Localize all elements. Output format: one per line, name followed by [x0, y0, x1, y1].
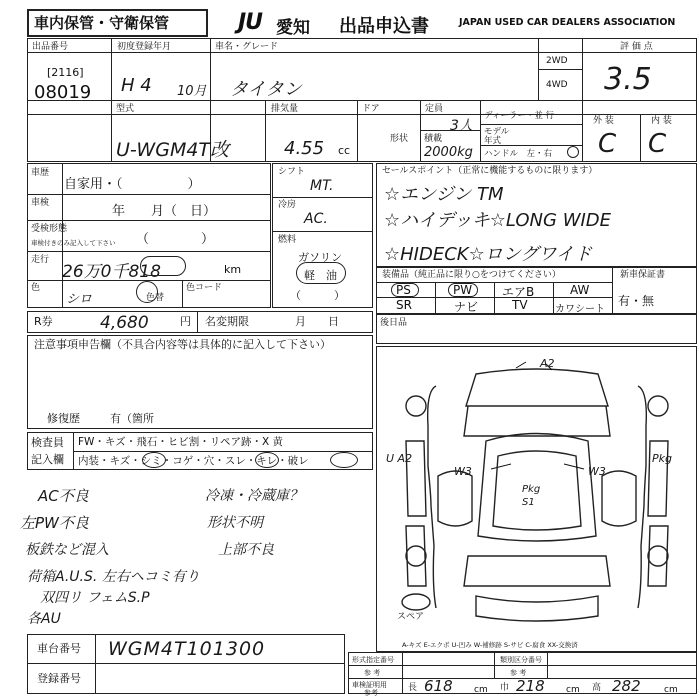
payload-label: 積載 — [424, 134, 443, 144]
syaken-label: 車歴 — [31, 168, 50, 178]
equip-sr: SR — [396, 298, 412, 312]
entry-label: 記入欄 — [31, 453, 64, 466]
dmg-top: A2 — [540, 357, 555, 370]
exterior-defects: FW・キズ・飛石・ヒビ割・リペア跡・X 黄 — [78, 436, 284, 448]
form-spec-label: 形式指定番号 — [352, 656, 394, 664]
equip-airbag: エアB — [502, 285, 535, 299]
sales-point-label: セールスポイント（正常に機能するものに限ります） — [382, 166, 598, 176]
equip-seat: カワシート — [555, 304, 605, 315]
equip-tv: TV — [512, 298, 528, 312]
lot-label: 出品番号 — [32, 42, 69, 52]
length-label: 長 — [408, 683, 418, 693]
fuel-value1: ガソリン — [298, 251, 342, 264]
interior-defects: 内装・キズ・シミ・コゲ・穴・スレ・キレ・破レ — [78, 455, 309, 467]
new-reg-label: 新車保証書 — [620, 270, 666, 280]
model-year-label: モデル 年式 — [484, 127, 510, 146]
width-value: 218 — [516, 677, 545, 695]
interior-value: C — [648, 129, 667, 159]
category-sub: 参 考 — [510, 669, 527, 677]
reg-year: H 4 — [121, 75, 152, 96]
handle-right-circle — [567, 146, 579, 158]
note-fridge: 冷凍・冷蔵庫？ — [205, 488, 303, 504]
model-value: U-WGM4T改 — [116, 139, 230, 161]
capacity-label: 定員 — [425, 104, 444, 114]
reg-no-label: 登録番号 — [37, 672, 81, 685]
color-value: シロ — [66, 292, 93, 307]
drive-4wd: 4WD — [546, 80, 568, 90]
note-double: 双四リ フェムS.P — [40, 590, 150, 606]
equip-ps-circle — [391, 283, 419, 297]
new-reg-value: 有・無 — [618, 294, 655, 308]
door-label: ドア — [362, 104, 380, 114]
notes-label: 注意事項申告欄（不具合内容等は具体的に記入して下さい） — [34, 338, 331, 351]
inspect-label: 車検 — [31, 198, 50, 208]
note-shape: 形状不明 — [207, 515, 263, 531]
dmg-center: Pkg S1 — [522, 484, 541, 508]
equip-ps: PS — [396, 283, 411, 297]
frame-label: 車台番号 — [37, 642, 81, 655]
score-value: 3.5 — [604, 62, 652, 97]
sales-line-1: ☆エンジン TM — [384, 184, 504, 205]
equip-aw: AW — [570, 283, 590, 297]
shift-label: シフト — [278, 167, 306, 177]
association-name: JAPAN USED CAR DEALERS ASSOCIATION — [459, 17, 676, 28]
length-unit: cm — [474, 685, 488, 695]
equip-pw-circle — [448, 283, 478, 297]
mileage-circle — [140, 256, 186, 276]
note-pw: 左PW不良 — [20, 514, 89, 532]
storage-badge-text: 車内保管・守衛保管 — [34, 14, 170, 32]
name-label: 車名・グレード — [215, 42, 279, 52]
uke-sub: 車検付きのみ記入して下さい — [31, 239, 116, 247]
dmg-right: Pkg — [652, 452, 672, 465]
handle-label: ハンドル 左・右 — [484, 149, 553, 159]
spare-label: スペア — [397, 612, 425, 622]
repair-label: 修復歴 — [47, 412, 80, 425]
disp-value: 4.55 — [284, 138, 325, 159]
later-block — [376, 314, 697, 344]
score-label: 評 価 点 — [620, 42, 653, 52]
color-change: 色替 — [146, 293, 165, 303]
dmg-w3-right: W3 — [588, 465, 606, 478]
uke-label: 受検形態 — [31, 224, 68, 234]
height-label: 高 — [592, 683, 602, 693]
cert-sub: 参考 — [364, 689, 378, 697]
logo-place: 愛知 — [276, 18, 310, 38]
inspect-value: 年 月（ 日） — [112, 204, 217, 219]
shape-label: 形状 — [390, 134, 409, 144]
drive-2wd: 2WD — [546, 56, 568, 66]
height-value: 282 — [612, 677, 641, 695]
lot-bracket: [2116] — [47, 66, 84, 79]
mileage-value: 26万0千818 — [62, 262, 161, 282]
shift-value: MT. — [310, 178, 334, 194]
cert-label: 車検証明用 — [352, 681, 387, 689]
width-unit: cm — [566, 685, 580, 695]
disp-label: 排気量 — [271, 104, 299, 114]
mileage-label: 走行 — [31, 255, 50, 265]
exterior-label: 外 装 — [593, 116, 614, 126]
fuel-paren: （ ） — [290, 289, 345, 302]
damage-legend: A-キズ E-エクボ U-凹み W-補修跡 S-サビ C-腐食 XX-交換済 — [402, 641, 578, 649]
mileage-unit: km — [224, 263, 242, 276]
name-change-label: 名変期限 — [205, 315, 249, 328]
r-ticket-label: R券 — [34, 315, 53, 328]
height-unit: cm — [664, 685, 678, 695]
note-each: 各AU — [27, 611, 61, 627]
reg-month: 10月 — [177, 84, 207, 99]
sales-line-2: ☆ハイデッキ☆LONG WIDE — [384, 210, 612, 231]
form-spec-sub: 参 考 — [364, 669, 381, 677]
capacity-value: 3人 — [450, 118, 473, 134]
length-value: 618 — [424, 677, 453, 695]
reg-label: 初度登録年月 — [117, 42, 172, 52]
equip-navi: ナビ — [454, 300, 479, 314]
disp-unit: cc — [338, 144, 351, 157]
sales-line-3: ☆HIDECK☆ロングワイド — [384, 244, 592, 265]
name-change-value: 月 日 — [295, 315, 339, 328]
cool-label: 冷房 — [278, 200, 297, 210]
r-ticket-unit: 円 — [180, 315, 191, 328]
dealer-label: ディーラー・並 行 — [484, 111, 555, 121]
name-value: タイタン — [230, 79, 302, 100]
color-code-label: 色コード — [186, 283, 223, 293]
category-label: 類別区分番号 — [500, 656, 542, 664]
interior-defect-circle-2 — [255, 452, 279, 468]
color-label: 色 — [31, 283, 41, 293]
form-title: 出品申込書 — [339, 16, 429, 37]
width-label: 巾 — [500, 683, 510, 693]
note-upper: 上部不良 — [218, 542, 274, 558]
repair-value: 有（箇所 — [110, 412, 154, 425]
r-ticket-value: 4,680 — [100, 313, 149, 333]
interior-label: 内 装 — [651, 116, 672, 126]
lot-number: 08019 — [34, 82, 92, 103]
dmg-w3-left: W3 — [454, 465, 472, 478]
equip-pw: PW — [453, 283, 473, 297]
uke-value: （ ） — [136, 232, 215, 247]
interior-defect-circle-1 — [142, 452, 166, 468]
frame-value: WGM4T101300 — [108, 638, 266, 660]
inspector-label: 検査員 — [31, 436, 64, 449]
model-label: 型式 — [116, 104, 135, 114]
fuel-label: 燃料 — [278, 235, 297, 245]
color-change-circle — [136, 281, 158, 303]
note-plate: 板鉄など混入 — [25, 542, 109, 558]
dmg-left: U A2 — [386, 452, 413, 465]
exterior-value: C — [598, 129, 617, 159]
fuel-value2: 軽 油 — [304, 269, 337, 282]
equipment-label: 装備品（純正品に限り○をつけてください） — [382, 270, 561, 280]
interior-defect-circle-3 — [330, 452, 358, 468]
ju-logo: JU — [238, 10, 263, 35]
later-label: 後日品 — [380, 318, 408, 328]
note-ac: AC不良 — [38, 487, 89, 505]
payload-value: 2000kg — [424, 145, 473, 160]
fuel-circle — [296, 262, 346, 284]
cool-value: AC. — [304, 211, 328, 227]
note-cargo: 荷箱A.U.S. 左右ヘコミ有り — [27, 569, 200, 585]
syaken-value: 自家用・（ ） — [64, 177, 201, 192]
